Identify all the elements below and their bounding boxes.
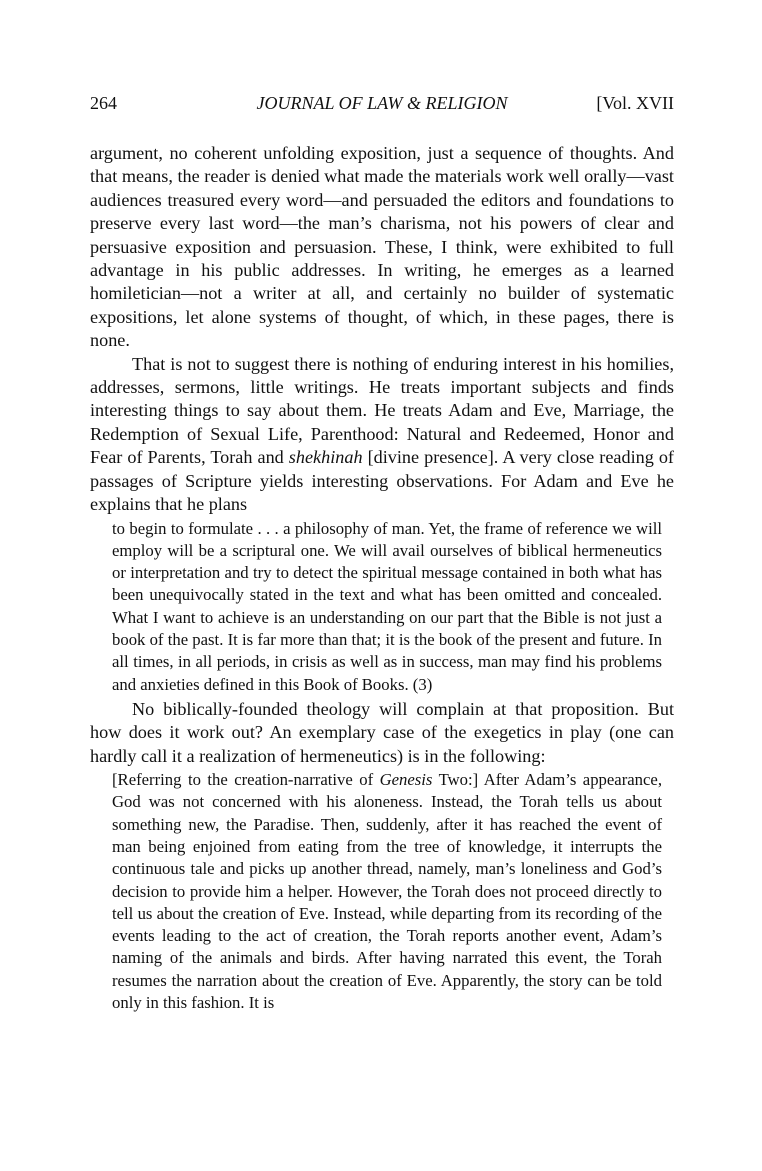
paragraph-2-text-b: [divine presence]. A very close reading of passages of Scripture yields interesting observations. For Adam and Eve he explains that he plans — [90, 447, 674, 515]
paragraph-3: No biblically-founded theology will complain at that proposition. But how does it work out? An exemplary case of the exegetics in play (one can hardly call it a realization of hermeneutics) is in the following: — [90, 698, 674, 766]
block-quote-1 — [112, 518, 674, 696]
block-quote-2-italic: Genesis — [379, 770, 433, 790]
block-quote-2 — [112, 769, 674, 1014]
journal-page — [90, 92, 674, 1016]
paragraph-2 — [90, 353, 674, 517]
body-text — [90, 142, 674, 1014]
paragraph-2-italic: shekhinah — [288, 447, 363, 468]
paragraph-1: argument, no coherent unfolding exposition, just a sequence of thoughts. And that means, the reader is denied what made the materials work well orally—vast audiences treasured every word—and persuaded the editors and foundations to preserve every last word—the man’s charisma, not his powers of clear and persuasive exposition and persuasion. These, I think, were exhibited to full advantage in his public addresses. In writing, he emerges as a learned homiletician—not a writer at all, and certainly no builder of systematic expositions, let alone systems of thought, of which, in these pages, there is none. — [90, 143, 674, 351]
block-quote-1-text: to begin to formulate . . . a philosophy of man. Yet, the frame of reference we will employ will be a scriptural one. We will avail ourselves of biblical hermeneutics or interpretation and try to detect the spiritual message contained in both what has been unequivocally stated in the text and what has been omitted and concealed. What I want to achieve is an understanding on our part that the Bible is not just a book of the past. It is far more than that; it is the book of the present and future. In all times, in all periods, in crisis as well as in success, man may find his problems and anxieties defined in this Book of Books. (3) — [112, 518, 662, 694]
running-head — [90, 92, 674, 116]
page-number: 264 — [90, 93, 117, 113]
block-quote-2-text — [112, 769, 662, 1014]
block-quote-2-text-a: [Referring to the creation-narrative of — [112, 770, 380, 790]
block-quote-2-text-b: Two:] After Adam’s appearance, God was not concerned with his aloneness. Instead, the Torah tells us about something new, the Paradise. Then, suddenly, after it has reached the event of man being enjoined from eating from the tree of knowledge, it interrupts the continuous tale and picks up another thread, namely, man’s loneliness and God’s decision to provide him a helper. However, the Torah does not proceed directly to tell us about the creation of Eve. Instead, while departing from its recording of the events leading to the act of creation, the Torah reports another event, Adam’s naming of the animals and birds. After having narrated this event, the Torah resumes the narration about the creation of Eve. Apparently, the story can be told only in this fashion. It is — [112, 770, 662, 1013]
volume-label: [Vol. XVII — [596, 93, 674, 113]
journal-title: JOURNAL OF LAW & RELIGION — [256, 93, 508, 113]
paragraph-2-text-a: That is not to suggest there is nothing of enduring interest in his homilies, addresses, sermons, little writings. He treats important subjects and finds interesting things to say about them. He treats Adam and Eve, Marriage, the Redemption of Sexual Life, Parenthood: Natural and Redeemed, Honor and Fear of Parents, Torah and — [90, 353, 674, 468]
